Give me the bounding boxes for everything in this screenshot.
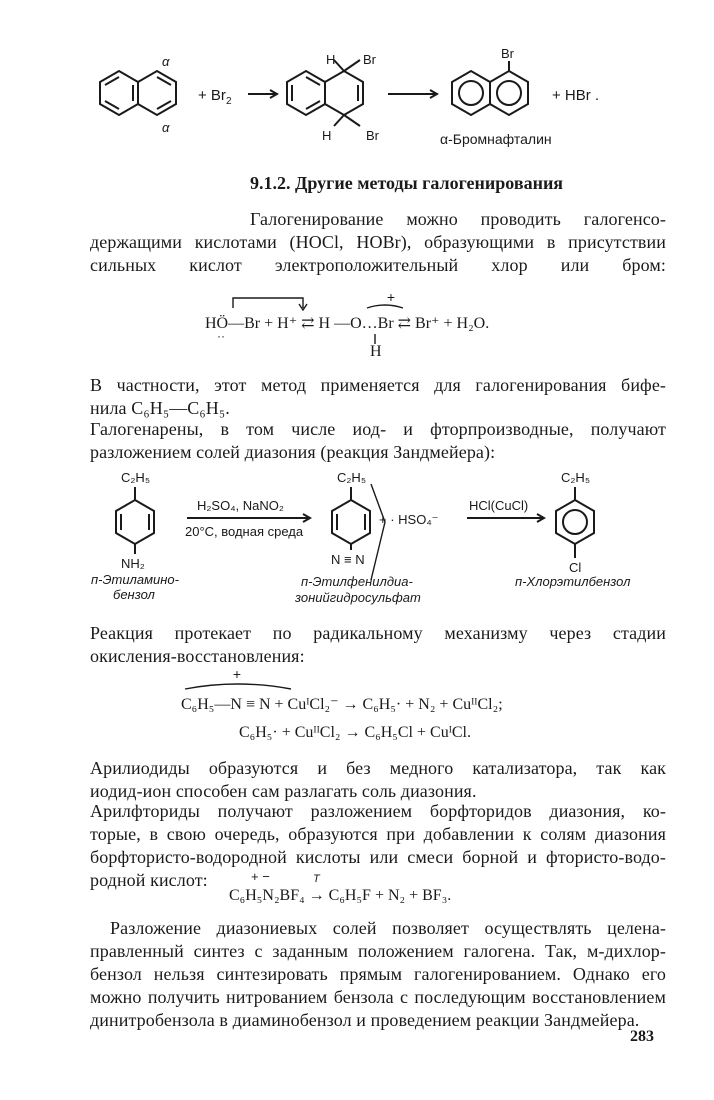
text-line: держащими кислотами (HOCl, HOBr), образующими в присутствии [90,232,666,252]
svg-text:п-Этиламино-: п-Этиламино- [91,572,179,587]
paragraph-targeted-synthesis [90,917,666,1032]
svg-text:H: H [370,343,382,360]
chloroethylbenzene-structure [556,487,594,558]
ethylaniline-structure [116,487,154,554]
radical-mechanism-equations [175,665,615,745]
svg-text:бензол: бензол [113,587,155,602]
svg-text:HÖ—Br + H⁺ ⇄ H —O…Br ⇄ Br⁺ + H: HÖ—Br + H⁺ ⇄ H —O…Br ⇄ Br⁺ + H₂O. [205,315,490,332]
svg-text:NH₂: NH₂ [121,556,145,571]
svg-text:H: H [322,128,332,143]
svg-text:+ −: + − [251,869,270,884]
svg-text:H: H [326,52,336,67]
text-line: Галогенарены, в том числе иод- и фторпроизводные, получают [90,419,666,439]
svg-text:Br: Br [501,48,514,61]
page-number: 283 [630,1028,654,1045]
paragraph-sandmeyer-intro [90,418,666,464]
svg-text:C₂H₅: C₂H₅ [561,470,591,485]
text-line: Разложение диазониевых солей позволяет осуществлять целена- [110,918,666,938]
svg-text:+ HBr .: + HBr . [552,87,600,104]
text-line: иодид-ион способен сам разлагать соль диазония. [90,781,477,801]
bromonaphthalene-structure [452,61,528,115]
section-heading: 9.1.2. Другие методы галогенирования [250,173,564,193]
text-line: Реакция протекает по радикальному механизму через стадии [90,623,666,643]
svg-text:C₆H₅· + CuᴵᴵCl₂ → C₆H₅Cl + Cuᴵ: C₆H₅· + CuᴵᴵCl₂ → C₆H₅Cl + CuᴵCl. [239,724,471,741]
svg-text:C₆H₅N₂BF₄ → C₆H₅F + N₂ + BF₃.: C₆H₅N₂BF₄ → C₆H₅F + N₂ + BF₃. [229,887,452,904]
paragraph-biphenyl [90,374,666,420]
hypobromous-acid-equation [195,288,555,360]
text-line: Арилиодиды образуются и без медного катализатора, так как [90,758,666,778]
paragraph-radical-mechanism [90,622,666,668]
svg-text:+: + [232,666,242,682]
text-line: окисления-восстановления: [90,646,305,666]
svg-text:п-Хлорэтилбензол: п-Хлорэтилбензол [515,574,631,589]
text-line: торые, в свою очередь, образуются при добавлении к солям диазония [90,824,666,844]
text-line: правленный синтез с заданным положением галогена. Так, м-дихлор- [90,941,666,961]
naphthalene-bromination-scheme [80,48,640,153]
svg-text:20°C, водная среда: 20°C, водная среда [185,524,304,539]
text-line: разложением солей диазония (реакция Зандмейера): [90,442,496,462]
sandmeyer-scheme [85,462,665,612]
naphthalene-structure [100,71,176,115]
svg-text:C₂H₅: C₂H₅ [337,470,367,485]
text-line: Арилфториды получают разложением борфторидов диазония, ко- [90,801,666,821]
diazonium-fluoroborate-equation [225,868,525,910]
text-line: нила C₆H₅—C₆H₅. [90,398,230,418]
svg-text:α-Бромнафталин: α-Бромнафталин [440,131,552,147]
svg-text:+ · HSO₄⁻: + · HSO₄⁻ [379,512,439,527]
svg-text:Br: Br [366,128,379,143]
svg-text:N ≡ N: N ≡ N [331,552,365,567]
svg-text:Br: Br [363,52,376,67]
svg-text:α: α [162,54,170,69]
dibromide-structure [287,60,363,126]
text-line: В частности, этот метод применяется для галогенирования бифе- [90,375,666,395]
text-line: борфтористо-водородной кислоты или смеси борной и фтористо-водо- [90,847,666,867]
svg-text:C₂H₅: C₂H₅ [121,470,151,485]
svg-text:α: α [162,120,170,135]
svg-text:C₆H₅—N ≡ N + CuᴵCl₂⁻ → C₆H₅· +: C₆H₅—N ≡ N + CuᴵCl₂⁻ → C₆H₅· + N₂ + CuᴵᴵCl₂; [181,696,503,713]
paragraph-halogenation-acids [90,208,666,277]
svg-text:зонийгидросульфат: зонийгидросульфат [295,590,421,605]
svg-text:+ Br2: + $Br_2$ [198,87,232,107]
text-line: сильных кислот электроположительный хлор или бром: [90,255,666,275]
svg-text:Cl: Cl [569,560,582,575]
text-line: родной кислот: [90,870,208,890]
svg-text:HCl(CuCl): HCl(CuCl) [469,498,529,513]
text-line: можно получить нитрованием бензола с последующим восстановлением [90,987,666,1007]
svg-text:п-Этилфенилдиа-: п-Этилфенилдиа- [301,574,413,589]
svg-text:+: + [386,289,396,305]
text-line: бензол нельзя синтезировать прямым галогенированием. Однако его [90,964,666,984]
text-line: Галогенирование можно проводить галогенсо- [250,209,666,229]
svg-text:··: ·· [217,329,225,343]
text-line: динитробензола в диаминобензол и проведением реакции Зандмейера. [90,1010,640,1030]
paragraph-aryl-iodides [90,757,666,803]
scheme1-labels [162,48,599,147]
svg-text:H₂SO₄, NaNO₂: H₂SO₄, NaNO₂ [197,498,284,513]
svg-text:T: T [313,873,320,885]
